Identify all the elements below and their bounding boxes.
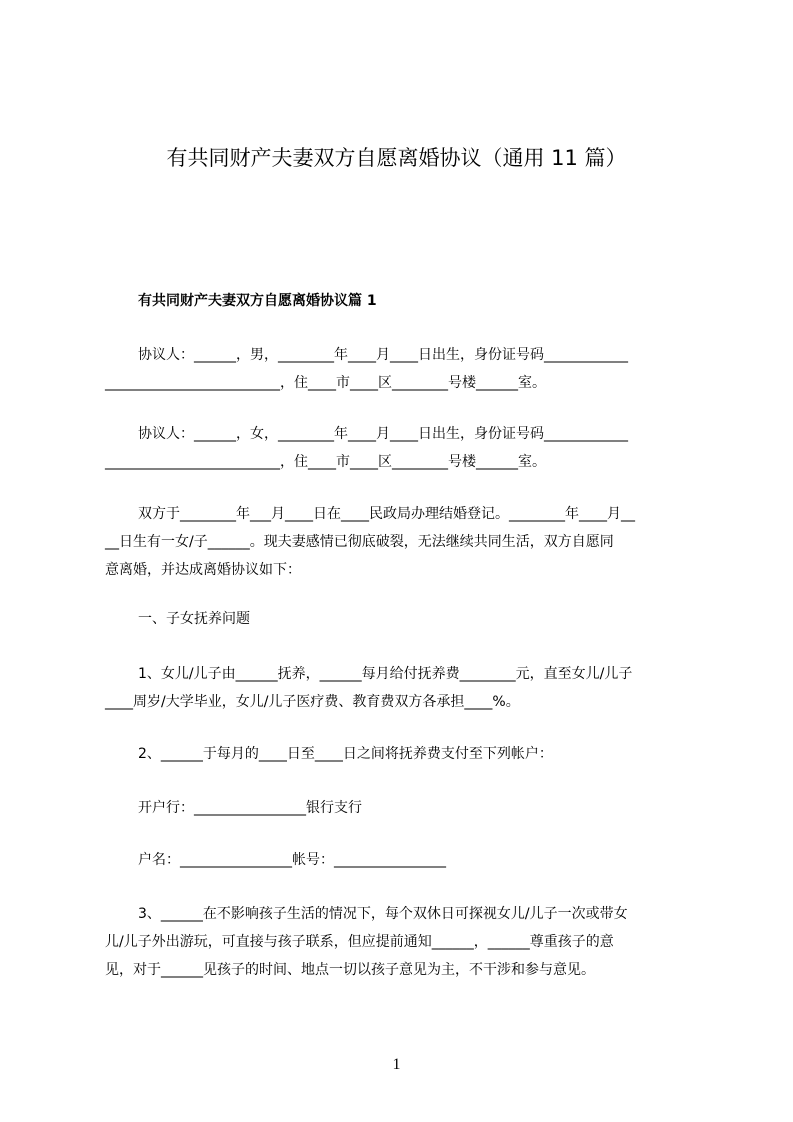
paragraph-marriage-info <box>105 500 705 584</box>
paragraph-line: __日生有一女/子______。现夫妻感情已彻底破裂，无法继续共同生活，双方自愿同 <box>105 534 614 550</box>
paragraph-clause-1 <box>105 660 705 716</box>
paragraph-line: 户名：________________帐号：________________ <box>138 852 446 868</box>
paragraph-line: _________________________，住____市____区________号楼______室。 <box>105 454 546 470</box>
paragraph-line: 一、子女抚养问题 <box>138 611 250 627</box>
paragraph-clause-3 <box>105 900 705 984</box>
paragraph-line: 儿/儿子外出游玩，可直接与孩子联系，但应提前通知______，______尊重孩子的意 <box>105 934 614 950</box>
paragraph-line: 1、女儿/儿子由______抚养，______每月给付抚养费________元，直至女儿/儿子 <box>138 666 633 682</box>
heading-child-support <box>105 605 705 633</box>
paragraph-clause-2 <box>105 740 705 768</box>
paragraph-line: _________________________，住____市____区________号楼______室。 <box>105 375 546 391</box>
paragraph-line: 协议人：______，女，________年____月____日出生，身份证号码____________ <box>138 426 628 442</box>
paragraph-account <box>105 846 705 874</box>
page-number: 1 <box>392 1056 401 1073</box>
paragraph-line: 3、______在不影响孩子生活的情况下，每个双休日可探视女儿/儿子一次或带女 <box>138 906 628 922</box>
paragraph-party-male <box>105 341 705 397</box>
paragraph-line: 开户行：________________银行支行 <box>138 800 362 816</box>
paragraph-party-female <box>105 420 705 476</box>
section-heading: 有共同财产夫妻双方自愿离婚协议篇 1 <box>138 293 377 309</box>
document-title: 有共同财产夫妻双方自愿离婚协议（通用 11 篇） <box>166 146 627 170</box>
paragraph-line: 见，对于______见孩子的时间、地点一切以孩子意见为主，不干涉和参与意见。 <box>105 962 595 978</box>
paragraph-line: 双方于________年___月____日在____民政局办理结婚登记。________年____月__ <box>138 506 635 522</box>
paragraph-line: 意离婚，并达成离婚协议如下： <box>105 562 301 578</box>
paragraph-line: ____周岁/大学毕业，女儿/儿子医疗费、教育费双方各承担____%。 <box>105 694 520 710</box>
paragraph-bank <box>105 794 705 822</box>
paragraph-line: 2、______于每月的____日至____日之间将抚养费支付至下列帐户： <box>138 746 553 762</box>
paragraph-line: 协议人：______，男，________年____月____日出生，身份证号码____________ <box>138 347 628 363</box>
